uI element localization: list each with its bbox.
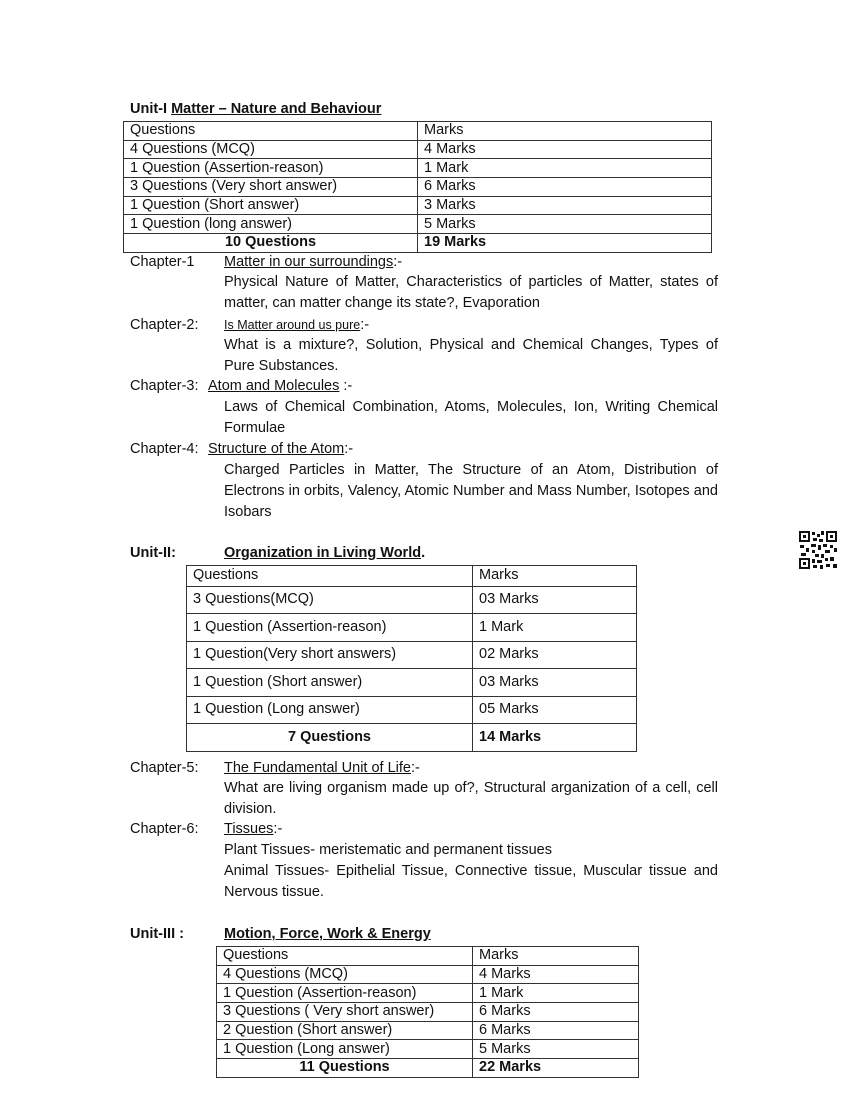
chapter-1-heading <box>224 254 402 270</box>
table-row <box>217 1003 639 1022</box>
unit-3-title: Motion, Force, Work & Energy <box>224 926 431 942</box>
questions-cell: 4 Questions (MCQ) <box>217 965 473 984</box>
table-row <box>124 159 712 178</box>
header-marks: Marks <box>473 947 639 966</box>
chapter-6-label: Chapter-6: <box>130 821 199 837</box>
marks-cell: 5 Marks <box>418 215 712 234</box>
unit-2-title-suffix: . <box>421 545 426 561</box>
unit-3-label: Unit-III : <box>130 926 184 942</box>
chapter-6-suffix: :- <box>273 821 283 837</box>
chapter-3-label: Chapter-3: <box>130 378 199 394</box>
total-questions: 7 Questions <box>187 724 473 752</box>
chapter-1-description: Physical Nature of Matter, Characteristics of particles of Matter, states of matter, can matter change its state?, Evaporation <box>224 274 718 311</box>
chapter-6-description: Plant Tissues- meristematic and permanent tissues <box>224 842 552 858</box>
chapter-4-label: Chapter-4: <box>130 441 199 457</box>
marks-cell: 6 Marks <box>473 1021 639 1040</box>
questions-cell: 3 Questions(MCQ) <box>187 586 473 614</box>
chapter-4-title: Structure of the Atom <box>208 441 345 457</box>
marks-cell: 4 Marks <box>473 965 639 984</box>
chapter-4-suffix: :- <box>344 441 354 457</box>
questions-cell: 1 Question (long answer) <box>124 215 418 234</box>
table-row <box>187 614 637 642</box>
header-marks: Marks <box>473 566 637 587</box>
questions-cell: 4 Questions (MCQ) <box>124 140 418 159</box>
table-row <box>187 696 637 724</box>
questions-cell: 3 Questions (Very short answer) <box>124 178 418 197</box>
questions-cell: 1 Question(Very short answers) <box>187 641 473 669</box>
chapter-3-suffix: :- <box>339 378 353 394</box>
table-row <box>124 215 712 234</box>
total-marks: 14 Marks <box>473 724 637 752</box>
unit-2-label: Unit-II: <box>130 545 176 561</box>
marks-cell: 6 Marks <box>473 1003 639 1022</box>
table-row <box>217 1040 639 1059</box>
chapter-5-suffix: :- <box>411 760 420 776</box>
table-row <box>217 965 639 984</box>
table-total-row <box>217 1059 639 1078</box>
questions-cell: 2 Question (Short answer) <box>217 1021 473 1040</box>
chapter-5-description: What are living organism made up of?, Structural arganization of a cell, cell division. <box>224 780 718 817</box>
questions-cell: 3 Questions ( Very short answer) <box>217 1003 473 1022</box>
chapter-1-title: Matter in our surroundings <box>224 254 394 270</box>
chapter-5-heading <box>224 760 420 776</box>
questions-cell: 1 Question (Long answer) <box>187 696 473 724</box>
chapter-2-suffix: :- <box>360 317 370 333</box>
marks-cell: 1 Mark <box>473 614 637 642</box>
table-row <box>187 669 637 697</box>
total-questions: 10 Questions <box>124 234 418 253</box>
marks-cell: 5 Marks <box>473 1040 639 1059</box>
chapter-3-heading <box>208 378 352 394</box>
table-total-row <box>187 724 637 752</box>
marks-cell: 6 Marks <box>418 178 712 197</box>
marks-cell: 1 Mark <box>473 984 639 1003</box>
total-questions: 11 Questions <box>217 1059 473 1078</box>
questions-cell: 1 Question (Assertion-reason) <box>124 159 418 178</box>
unit-3-heading <box>224 926 431 942</box>
unit-2-title: Organization in Living World <box>224 545 422 561</box>
table-row <box>187 641 637 669</box>
table-row <box>217 984 639 1003</box>
header-questions: Questions <box>217 947 473 966</box>
qr-code-icon <box>798 530 838 570</box>
chapter-6-title: Tissues <box>224 821 274 837</box>
chapter-4-description: Charged Particles in Matter, The Structure of an Atom, Distribution of Electrons in orbits, Valency, Atomic Number and Mass Number, Isotopes and Isobars <box>224 462 718 520</box>
header-marks: Marks <box>418 122 712 141</box>
header-questions: Questions <box>124 122 418 141</box>
marks-cell: 1 Mark <box>418 159 712 178</box>
chapter-2-label: Chapter-2: <box>130 317 199 333</box>
table-total-row <box>124 234 712 253</box>
chapter-4-heading <box>208 441 353 457</box>
header-questions: Questions <box>187 566 473 587</box>
questions-cell: 1 Question (Short answer) <box>187 669 473 697</box>
chapter-6-heading <box>224 821 282 837</box>
questions-cell: 1 Question (Short answer) <box>124 196 418 215</box>
unit-1-heading <box>130 101 381 117</box>
unit-1-title: Matter – Nature and Behaviour <box>171 101 382 117</box>
marks-cell: 03 Marks <box>473 669 637 697</box>
unit-2-marks-table <box>186 565 637 752</box>
table-row <box>187 586 637 614</box>
chapter-3-description: Laws of Chemical Combination, Atoms, Molecules, Ion, Writing Chemical Formulae <box>224 399 718 436</box>
total-marks: 19 Marks <box>418 234 712 253</box>
chapter-3-title: Atom and Molecules <box>208 378 340 394</box>
table-row <box>124 178 712 197</box>
marks-cell: 4 Marks <box>418 140 712 159</box>
marks-cell: 02 Marks <box>473 641 637 669</box>
table-header-row <box>124 122 712 141</box>
unit-2-heading <box>224 545 425 561</box>
questions-cell: 1 Question (Assertion-reason) <box>187 614 473 642</box>
marks-cell: 3 Marks <box>418 196 712 215</box>
chapter-6-description-2: Animal Tissues- Epithelial Tissue, Connective tissue, Muscular tissue and Nervous tissue. <box>224 863 718 900</box>
marks-cell: 03 Marks <box>473 586 637 614</box>
chapter-5-title: The Fundamental Unit of Life <box>224 760 411 776</box>
table-row <box>217 1021 639 1040</box>
chapter-2-heading <box>224 317 369 333</box>
chapter-1-suffix: :- <box>393 254 403 270</box>
table-row <box>124 140 712 159</box>
total-marks: 22 Marks <box>473 1059 639 1078</box>
table-header-row <box>217 947 639 966</box>
unit-1-label: Unit-I <box>130 101 168 117</box>
marks-cell: 05 Marks <box>473 696 637 724</box>
chapter-5-label: Chapter-5: <box>130 760 199 776</box>
chapter-2-title: Is Matter around us pure <box>224 318 361 332</box>
table-header-row <box>187 566 637 587</box>
chapter-1-label: Chapter-1 <box>130 254 195 270</box>
questions-cell: 1 Question (Assertion-reason) <box>217 984 473 1003</box>
unit-3-marks-table <box>216 946 639 1078</box>
chapter-2-description: What is a mixture?, Solution, Physical and Chemical Changes, Types of Pure Substances. <box>224 337 718 374</box>
unit-1-marks-table <box>123 121 712 253</box>
questions-cell: 1 Question (Long answer) <box>217 1040 473 1059</box>
table-row <box>124 196 712 215</box>
